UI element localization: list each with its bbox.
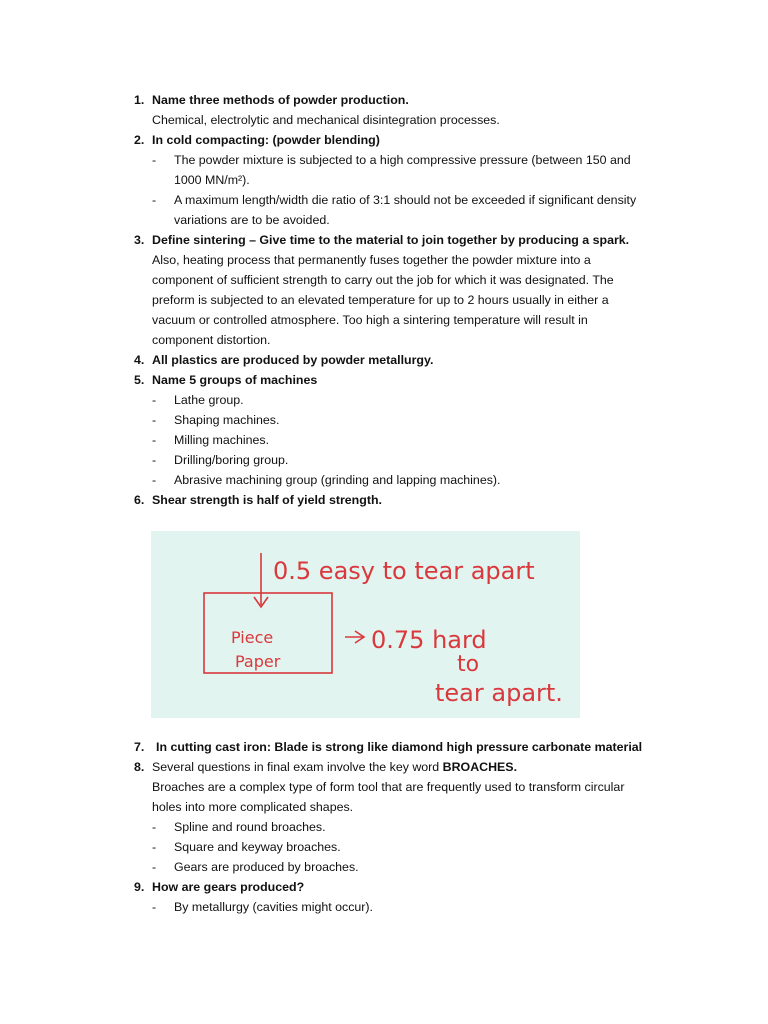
note-right-line3: tear apart. xyxy=(435,679,563,707)
note-box-line1: Piece xyxy=(231,628,274,647)
note-box-line2: Paper xyxy=(235,652,281,671)
document-page: 1. Name three methods of powder production. Chemical, electrolytic and mechanical disintegration processes. 2. In cold compacting: (powder blending) - The powder mixture is subjected to a high compressive pressure (between 150 and 1000 MN/m²). - A maximum length/width die ratio of 3:1 should not be exceeded if significant density variations are to be avoided. 3. Define sintering – Give time to the material to join together by producing a spark. Also, heating process that permanently fuses together the powder mixture into a component of sufficient strength to carry out the job for which it was designated. The preform is subjected to an elevated temperature for up to 2 hours usually in either a vacuum or controlled atmosphere. Too high a sintering temperature will result in component distortion. 4. All plastics are produced by powder metallurgy. 5. Name 5 groups of machines - Lathe group. - Shaping machines. - Milling machines. - Drilling/boring group. - Abrasive machining group (grinding and lapping machines). 6. Shear strength is half of yield strength. 0.5 easy to tear apart Piece Paper 0.75 hard to tear apart. 7. In cutting cast iron: Blade is strong like diamond high pressure carbonate material 8. Several questions in final exam involve the key word BROACHES. Broaches are a complex type of form tool that are frequently used to transform circular holes into more complicated shapes. - Spline and round broaches. - Square and keyway broaches. - Gears are produced by broaches. 9. How are gears produced? - By metallurgy (cavities might occur). xyxy=(134,93,643,914)
note-right-line1: 0.75 hard xyxy=(371,626,487,654)
note-right-line2: to xyxy=(457,652,480,677)
handwritten-sketch xyxy=(151,531,580,718)
handwritten-note-image xyxy=(151,531,580,718)
note-top-text: 0.5 easy to tear apart xyxy=(273,557,535,585)
